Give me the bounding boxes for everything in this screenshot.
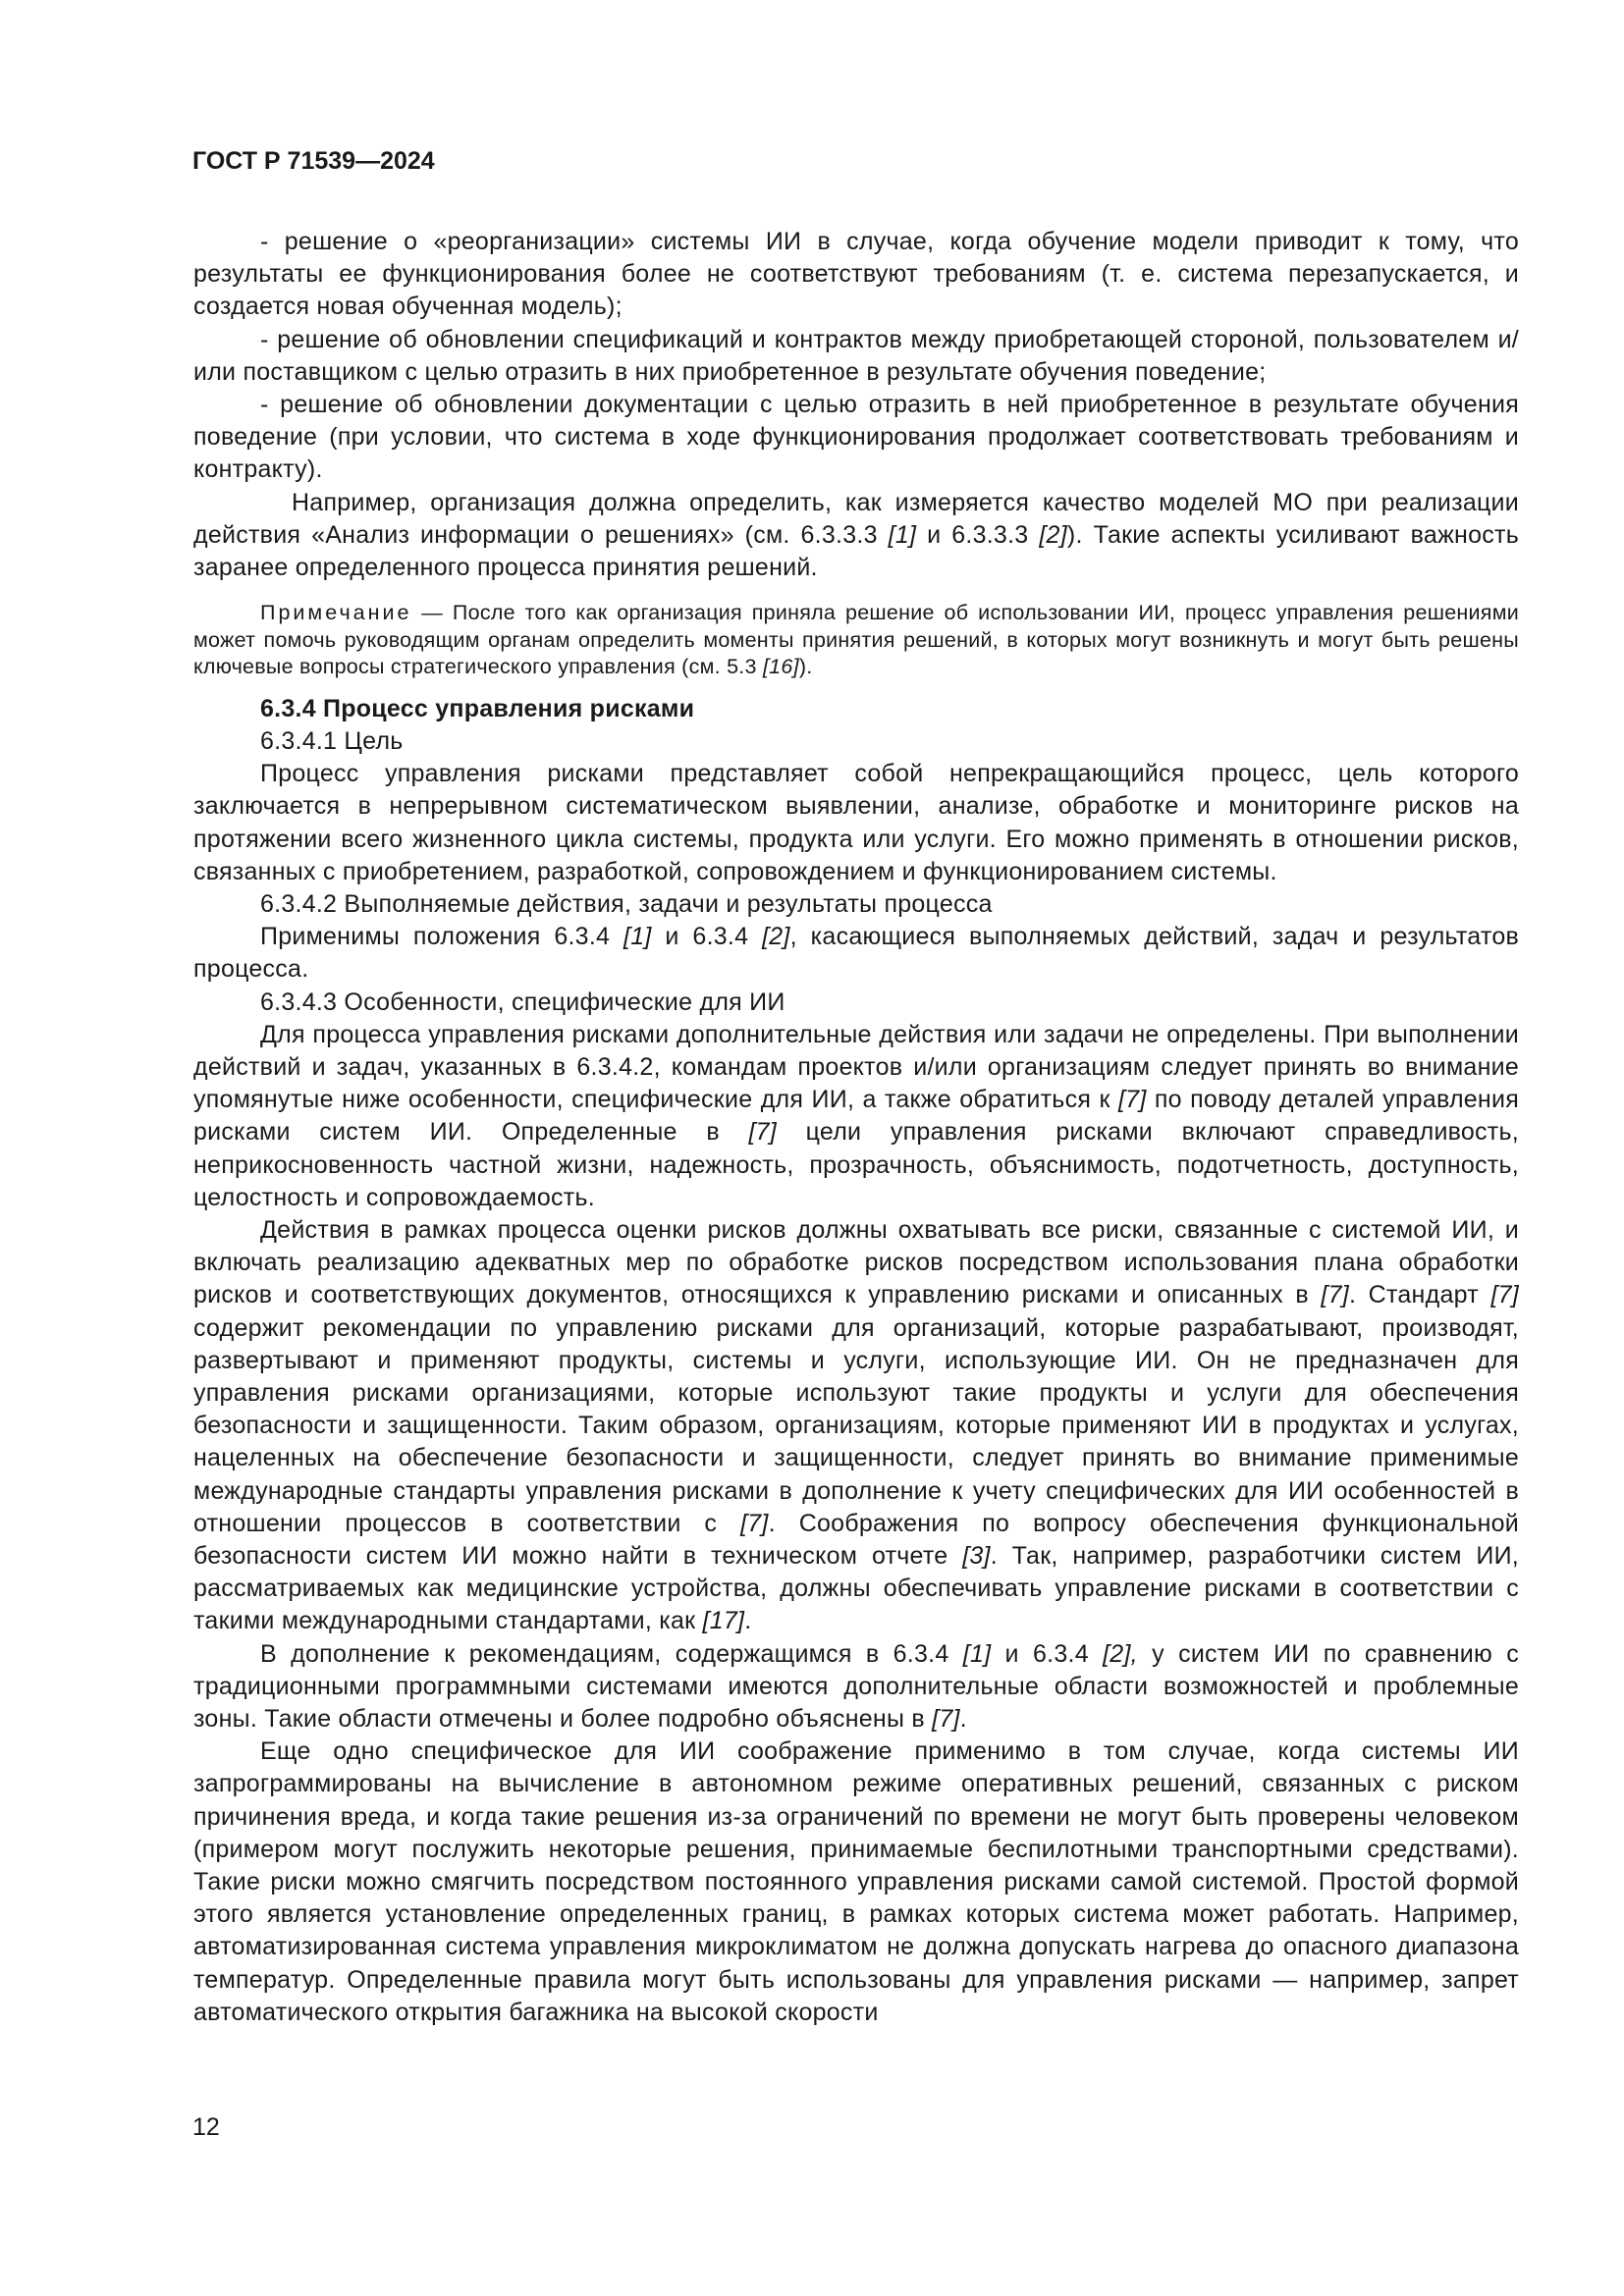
citation: [17] — [702, 1607, 745, 1635]
citation: [1] — [962, 1639, 992, 1668]
citation: [7] — [740, 1509, 769, 1537]
citation: [7] — [1117, 1086, 1147, 1114]
citation: [7] — [748, 1118, 777, 1147]
citation: [1] — [888, 520, 917, 549]
citation: [3] — [962, 1542, 991, 1571]
citation: [16] — [762, 655, 799, 679]
paragraph-autonomous: Еще одно специфическое для ИИ соображение применимо в том случае, когда системы ИИ запрограммированы на вычисление в автономном режиме оперативных решений, связанных с риском причинения вреда, и когда такие решения из-за ограничений по времени не могут быть проверены человеком (примером могут послужить некоторые решения, принимаемые беспилотными транспортными средствами). Такие риски можно смягчить посредством постоянного управления рисками самой системой. Простой формой этого является установление определенных границ, в рамках которых система может работать. Например, автоматизированная система управления микроклиматом не должна допускать нагрева до опасного диапазона температур. Определенные правила могут быть использованы для управления рисками — например, запрет автоматического открытия багажника на высокой скорости — [193, 1737, 1519, 2026]
list-item-doc-update: - решение об обновлении документации с целью отразить в ней приобретенное в результате обучения поведение (при условии, что система в ходе функционирования продолжает соответствовать требованиям и контракту). — [193, 391, 1519, 484]
document-body — [193, 226, 1519, 2029]
citation: [7] — [1321, 1281, 1349, 1309]
note-label: Примечание — [260, 601, 412, 625]
section-heading-6-3-4: 6.3.4 Процесс управления рисками — [260, 694, 695, 722]
paragraph-example: Например, организация должна определить, как измеряется качество моделей МО при реализации действия «Анализ информации о решениях» (см. 6.3.3.3 [1] и 6.3.3.3 [2]). Такие аспекты усиливают важность заранее определенного процесса принятия решений. — [193, 488, 1519, 582]
paragraph-ai-specific: Для процесса управления рисками дополнительные действия или задачи не определены. При выполнении действий и задач, указанных в 6.3.4.2, командам проектов и/или организациям следует принять во внимание упомянутые ниже особенности, специфические для ИИ, а также обратиться к [7] по поводу деталей управления рисками систем ИИ. Определенные в [7] цели управления рисками включают справедливость, неприкосновенность частной жизни, надежность, прозрачность, объяснимость, подотчетность, доступность, целостность и сопровождаемость. — [193, 1020, 1519, 1211]
paragraph-additional: В дополнение к рекомендациям, содержащимся в 6.3.4 [1] и 6.3.4 [2], у систем ИИ по сравнению с традиционными программными системами имеются дополнительные области возможностей и проблемные зоны. Такие области отмечены и более подробно объяснены в [7]. — [193, 1639, 1519, 1734]
subsection-heading-6-3-4-2: 6.3.4.2 Выполняемые действия, задачи и результаты процесса — [260, 889, 993, 918]
citation: [2] — [1039, 520, 1067, 549]
citation: [2], — [1103, 1639, 1138, 1668]
document-header: ГОСТ Р 71539—2024 — [192, 147, 435, 175]
paragraph-purpose: Процесс управления рисками представляет собой непрекращающийся процесс, цель которого заключается в непрерывном систематическом выявлении, анализе, обработке и мониторинге рисков на протяжении всего жизненного цикла системы, продукта или услуги. Его можно применять в отношении рисков, связанных с приобретением, разработкой, сопровождением и функционированием системы. — [193, 760, 1519, 885]
paragraph-applicable: Применимы положения 6.3.4 [1] и 6.3.4 [2], касающиеся выполняемых действий, задач и результатов процесса. — [193, 923, 1519, 984]
note: Примечание — После того как организация приняла решение об использовании ИИ, процесс управления решениями может помочь руководящим органам определить моменты принятия решений, в которых могут возникнуть и могут быть решены ключевые вопросы стратегического управления (см. 5.3 [16]). — [193, 601, 1519, 679]
page-number: 12 — [192, 2113, 220, 2141]
paragraph-risk-assessment: Действия в рамках процесса оценки рисков должны охватывать все риски, связанные с системой ИИ, и включать реализацию адекватных мер по обработке рисков посредством использования плана обработки рисков и соответствующих документов, относящихся к управлению рисками и описанных в [7]. Стандарт [7] содержит рекомендации по управлению рисками для организаций, которые разрабатывают, производят, развертывают и применяют продукты, системы и услуги, использующие ИИ. Он не предназначен для управления рисками организациями, которые используют такие продукты и услуги для обеспечения безопасности и защищенности. Таким образом, организациям, которые применяют ИИ в продуктах и услугах, нацеленных на обеспечение безопасности и защищенности, следует принять во внимание применимые международные стандарты управления рисками в дополнение к учету специфических для ИИ особенностей в отношении процессов в соответствии с [7]. Соображения по вопросу обеспечения функциональной безопасности систем ИИ можно найти в техническом отчете [3]. Так, например, разработчики систем ИИ, рассматриваемых как медицинские устройства, должны обеспечивать управление рисками в соответствии с такими международными стандартами, как [17]. — [193, 1215, 1519, 1635]
citation: [7] — [1490, 1281, 1519, 1309]
list-item-spec-update: - решение об обновлении спецификаций и контрактов между приобретающей стороной, пользователем и/или поставщиком с целью отразить в них приобретенное в результате обучения поведение; — [193, 325, 1519, 386]
subsection-heading-6-3-4-3: 6.3.4.3 Особенности, специфические для ИИ — [260, 988, 785, 1016]
citation: [1] — [623, 923, 652, 951]
subsection-heading-6-3-4-1: 6.3.4.1 Цель — [260, 726, 404, 755]
citation: [2] — [762, 923, 790, 951]
citation: [7] — [932, 1705, 960, 1734]
list-item-reorganization: - решение о «реорганизации» системы ИИ в случае, когда обучение модели приводит к тому, что результаты ее функционирования более не соответствуют требованиям (т. е. система перезапускается, и создается новая обученная модель); — [193, 228, 1519, 321]
